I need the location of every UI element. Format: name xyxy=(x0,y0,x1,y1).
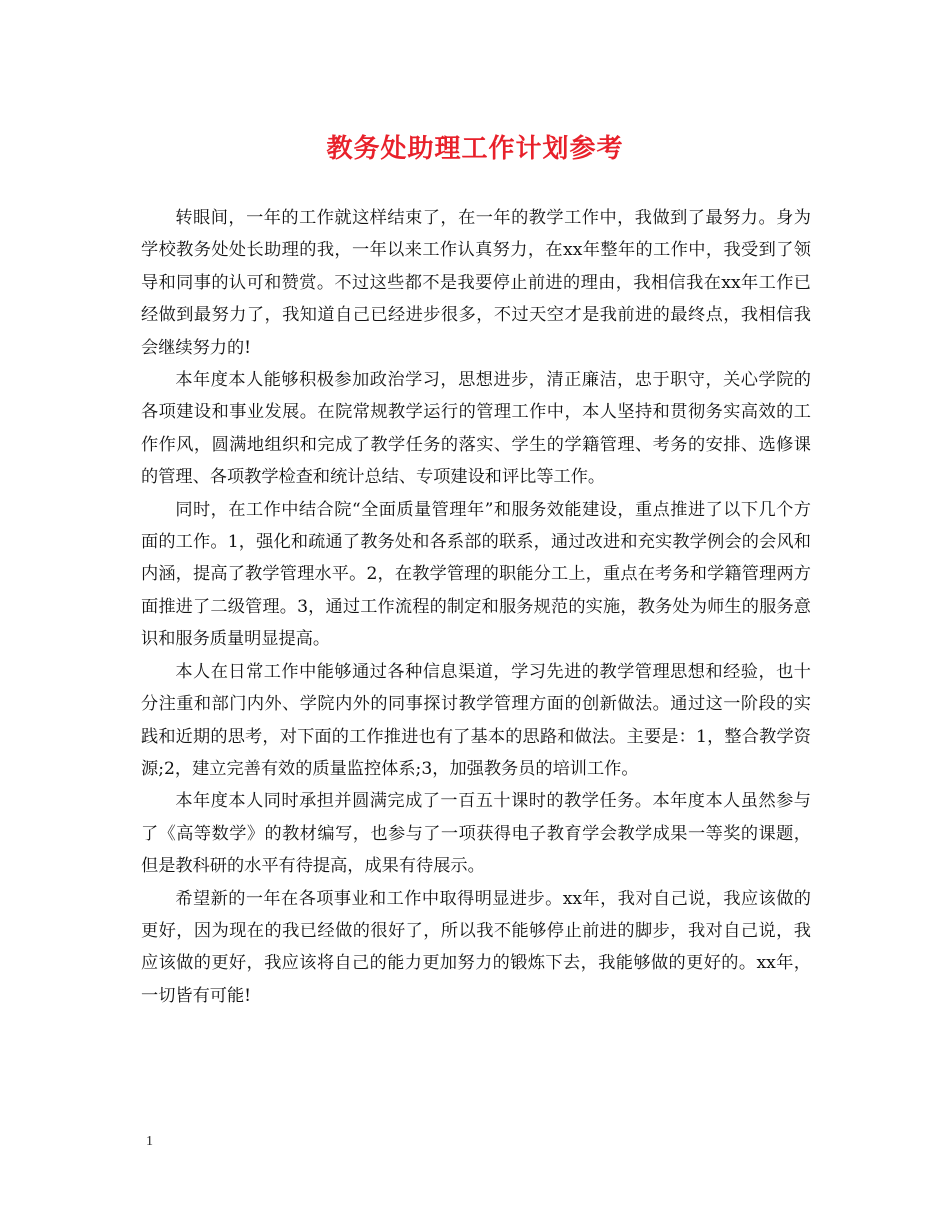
paragraph-1: 转眼间，一年的工作就这样结束了，在一年的教学工作中，我做到了最努力。身为学校教务处处长助理的我，一年以来工作认真努力，在xx年整年的工作中，我受到了领导和同事的认可和赞赏。不过这些都不是我要停止前进的理由，我相信我在xx年工作已经做到最努力了，我知道自己已经进步很多，不过天空才是我前进的最终点，我相信我会继续努力的! xyxy=(141,208,811,358)
paragraph-6: 希望新的一年在各项事业和工作中取得明显进步。xx年，我对自己说，我应该做的更好，因为现在的我已经做的很好了，所以我不能够停止前进的脚步，我对自己说，我应该做的更好，我应该将自己的能力更加努力的锻炼下去，我能够做的更好的。xx年，一切皆有可能! xyxy=(141,888,811,1006)
paragraph-3: 同时，在工作中结合院“全面质量管理年”和服务效能建设，重点推进了以下几个方面的工作。1，强化和疏通了教务处和各系部的联系，通过改进和充实教学例会的会风和内涵，提高了教学管理水平。2，在教学管理的职能分工上，重点在考务和学籍管理两方面推进了二级管理。3，通过工作流程的制定和服务规范的实施，教务处为师生的服务意识和服务质量明显提高。 xyxy=(141,499,811,650)
document-body xyxy=(141,202,811,1012)
paragraph-2: 本年度本人能够积极参加政治学习，思想进步，清正廉洁，忠于职守，关心学院的各项建设和事业发展。在院常规教学运行的管理工作中，本人坚持和贯彻务实高效的工作作风，圆满地组织和完成了教学任务的落实、学生的学籍管理、考务的安排、选修课的管理、各项教学检查和统计总结、专项建设和评比等工作。 xyxy=(141,370,811,488)
page-number: 1 xyxy=(146,1134,153,1149)
paragraph-5: 本年度本人同时承担并圆满完成了一百五十课时的教学任务。本年度本人虽然参与了《高等数学》的教材编写，也参与了一项获得电子教育学会教学成果一等奖的课题，但是教科研的水平有待提高，成果有待展示。 xyxy=(141,791,811,877)
document-title: 教务处助理工作计划参考 xyxy=(326,134,624,164)
paragraph-4: 本人在日常工作中能够通过各种信息渠道，学习先进的教学管理思想和经验，也十分注重和部门内外、学院内外的同事探讨教学管理方面的创新做法。通过这一阶段的实践和近期的思考，对下面的工作推进也有了基本的思路和做法。主要是：1，整合教学资源;2，建立完善有效的质量监控体系;3，加强教务员的培训工作。 xyxy=(141,661,811,779)
